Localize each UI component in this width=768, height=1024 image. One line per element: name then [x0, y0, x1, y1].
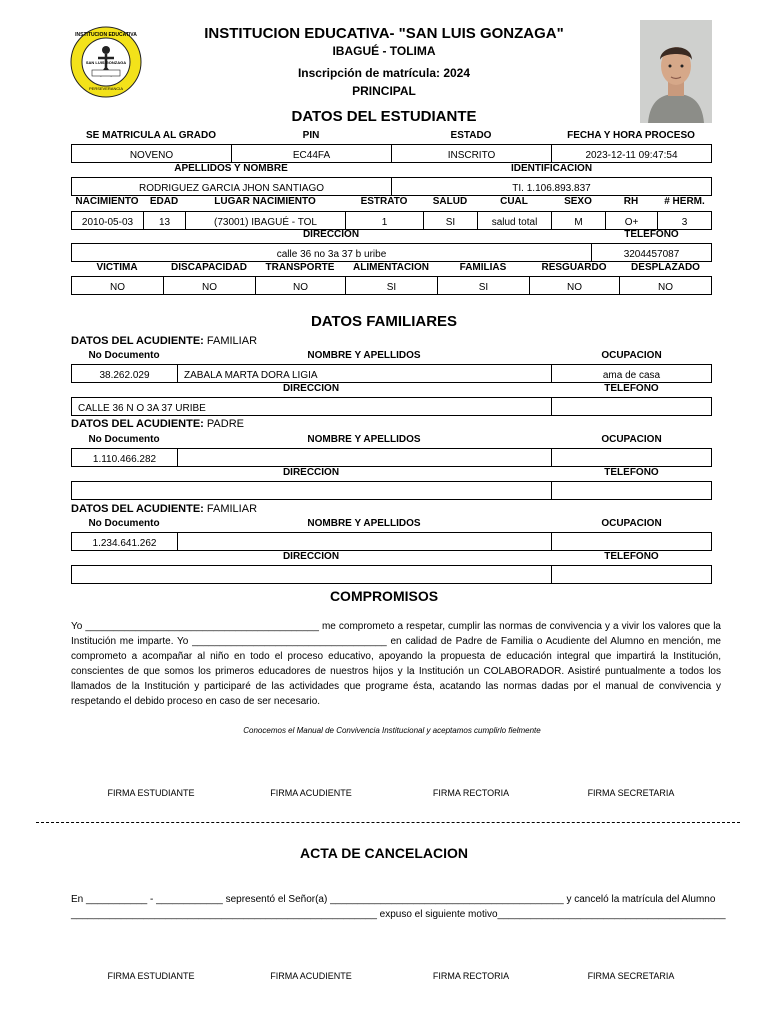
logo-text-mid: SAN LUIS GONZAGA — [85, 60, 127, 65]
cancellation-line-2: _______________________________________________________ expuso el siguiente motivo_________________________________________ — [71, 909, 726, 920]
label-full-name: APELLIDOS Y NOMBRE — [174, 163, 288, 174]
commitments-title: COMPROMISOS — [329, 588, 439, 604]
guardian-1-heading — [71, 335, 257, 347]
signature-guardian: FIRMA ACUDIENTE — [270, 788, 352, 798]
label-rh: RH — [623, 196, 639, 207]
g3-name-value — [177, 532, 551, 551]
phone-value: 3204457087 — [591, 243, 712, 262]
birth-value: 2010-05-03 — [71, 211, 143, 230]
pin-value: EC44FA — [231, 144, 391, 163]
guardian-3-type: FAMILIAR — [206, 503, 258, 515]
guardian-3-heading — [71, 503, 257, 515]
label-health-which: CUAL — [500, 196, 528, 207]
signature-secretary-2: FIRMA SECRETARIA — [587, 971, 675, 981]
guardian-1-type: FAMILIAR — [206, 335, 258, 347]
label-address: DIRECCION — [302, 229, 360, 240]
label-birth-place: LUGAR NACIMIENTO — [214, 196, 316, 207]
label-birth: NACIMIENTO — [75, 196, 139, 207]
guardian-1-address-row — [71, 397, 712, 416]
cancellation-title: ACTA DE CANCELACION — [300, 845, 468, 861]
label-process-date: FECHA Y HORA PROCESO — [567, 130, 695, 141]
g3-label-name: NOMBRE Y APELLIDOS — [307, 518, 421, 529]
signature-student: FIRMA ESTUDIANTE — [107, 788, 195, 798]
cancellation-line-1: En ___________ - ____________ sepresentó el Señor(a) __________________________________________ y canceló la matrícula del Alumno — [71, 894, 716, 905]
status-value: INSCRITO — [391, 144, 551, 163]
guardian-2-row — [71, 448, 712, 467]
cut-line — [36, 822, 740, 823]
label-phone: TELEFONO — [624, 229, 679, 240]
g3-address-value — [71, 565, 551, 584]
label-identification: IDENTIFICACION — [510, 163, 593, 174]
g1-label-phone: TELEFONO — [604, 383, 659, 394]
label-status: ESTADO — [450, 130, 492, 141]
displaced-value: NO — [619, 276, 712, 295]
g2-address-value — [71, 481, 551, 500]
grade-value: NOVENO — [71, 144, 231, 163]
student-section-title: DATOS DEL ESTUDIANTE — [291, 108, 477, 125]
g3-doc-value: 1.234.641.262 — [71, 532, 177, 551]
signature-secretary: FIRMA SECRETARIA — [587, 788, 675, 798]
g1-phone-value — [551, 397, 712, 416]
label-displaced: DESPLAZADO — [631, 262, 700, 273]
guardian-3-address-row — [71, 565, 712, 584]
g1-label-name: NOMBRE Y APELLIDOS — [307, 350, 421, 361]
birth-place-value: (73001) IBAGUÉ - TOL — [185, 211, 345, 230]
stratum-value: 1 — [345, 211, 423, 230]
victim-value: NO — [71, 276, 163, 295]
city: IBAGUÉ - TOLIMA — [332, 44, 436, 58]
address-value: calle 36 no 3a 37 b uribe — [71, 243, 591, 262]
signature-rector: FIRMA RECTORIA — [432, 788, 510, 798]
student-row-1 — [71, 144, 712, 163]
g2-label-address: DIRECCION — [282, 467, 340, 478]
guardian-prefix: DATOS DEL ACUDIENTE: — [71, 335, 204, 347]
guardian-prefix: DATOS DEL ACUDIENTE: — [71, 418, 204, 430]
g1-name-value: ZABALA MARTA DORA LIGIA — [177, 364, 551, 383]
logo-text-top: INSTITUCION EDUCATIVA — [75, 32, 137, 38]
guardian-prefix: DATOS DEL ACUDIENTE: — [71, 503, 204, 515]
label-disability: DISCAPACIDAD — [171, 262, 247, 273]
age-value: 13 — [143, 211, 185, 230]
label-food: ALIMENTACION — [353, 262, 429, 273]
label-pin: PIN — [302, 130, 320, 141]
g2-label-name: NOMBRE Y APELLIDOS — [307, 434, 421, 445]
g3-label-address: DIRECCION — [282, 551, 340, 562]
g3-label-doc: No Documento — [88, 518, 160, 529]
institution-name: INSTITUCION EDUCATIVA- "SAN LUIS GONZAGA" — [204, 25, 564, 42]
food-value: SI — [345, 276, 437, 295]
student-row-4 — [71, 243, 712, 262]
label-reservation: RESGUARDO — [541, 262, 607, 273]
student-row-3 — [71, 211, 712, 230]
transport-value: NO — [255, 276, 345, 295]
siblings-value: 3 — [657, 211, 712, 230]
g1-job-value: ama de casa — [551, 364, 712, 383]
label-siblings: # HERM. — [664, 196, 705, 207]
signature-guardian-2: FIRMA ACUDIENTE — [270, 971, 352, 981]
sex-value: M — [551, 211, 605, 230]
guardian-1-row — [71, 364, 712, 383]
label-age: EDAD — [149, 196, 179, 207]
rh-value: O+ — [605, 211, 657, 230]
health-which-value: salud total — [477, 211, 551, 230]
signature-student-2: FIRMA ESTUDIANTE — [107, 971, 195, 981]
g2-label-doc: No Documento — [88, 434, 160, 445]
label-transport: TRANSPORTE — [265, 262, 335, 273]
g1-label-doc: No Documento — [88, 350, 160, 361]
g1-label-job: OCUPACION — [601, 350, 662, 361]
commitments-note: Conocemos el Manual de Convivencia Institucional y aceptamos cumplirlo fielmente — [243, 726, 541, 735]
identification-value: TI. 1.106.893.837 — [391, 177, 712, 196]
g2-name-value — [177, 448, 551, 467]
g3-phone-value — [551, 565, 712, 584]
family-section-title: DATOS FAMILIARES — [310, 313, 458, 330]
label-health: SALUD — [432, 196, 468, 207]
g2-label-phone: TELEFONO — [604, 467, 659, 478]
guardian-2-type: PADRE — [206, 418, 244, 430]
families-value: SI — [437, 276, 529, 295]
student-row-5 — [71, 276, 712, 295]
guardian-2-address-row — [71, 481, 712, 500]
g1-label-address: DIRECCION — [282, 383, 340, 394]
campus: PRINCIPAL — [352, 84, 416, 98]
g3-label-phone: TELEFONO — [604, 551, 659, 562]
disability-value: NO — [163, 276, 255, 295]
full-name-value: RODRIGUEZ GARCIA JHON SANTIAGO — [71, 177, 391, 196]
g3-label-job: OCUPACION — [601, 518, 662, 529]
g1-address-value: CALLE 36 N O 3A 37 URIBE — [71, 397, 551, 416]
label-victim: VICTIMA — [96, 262, 138, 273]
label-stratum: ESTRATO — [360, 196, 408, 207]
process-date-value: 2023-12-11 09:47:54 — [551, 144, 712, 163]
label-sex: SEXO — [564, 196, 592, 207]
reservation-value: NO — [529, 276, 619, 295]
guardian-2-heading — [71, 418, 244, 430]
student-row-2 — [71, 177, 712, 196]
logo-text-bottom: PERSEVERANCIA — [88, 86, 123, 91]
commitments-paragraph: Yo __________________________________________ me comprometo a respetar, cumplir las normas de convivencia y a vivir los valores que la Institución me imparte. Yo ___________________________________ en calidad de Padre de Familia o Acudiente del Alumno en mención, me comprometo a acompañar al niño en todo el proceso educativo, apoyando la propuesta de educación integral que impartirá la Institución, conscientes de que somos los primeros educadores de nuestros hijos y la Institución un COLABORADOR. Asistiré puntualmente a todos los llamados de la Institución y participaré de las actividades que programe ésta, acatando las normas dadas por el manual de convivencia y respetando el debido proceso en caso de ser necesario. — [71, 621, 721, 707]
signature-rector-2: FIRMA RECTORIA — [432, 971, 510, 981]
g2-phone-value — [551, 481, 712, 500]
g1-doc-value: 38.262.029 — [71, 364, 177, 383]
g2-label-job: OCUPACION — [601, 434, 662, 445]
g2-job-value — [551, 448, 712, 467]
enrollment-year: Inscripción de matrícula: 2024 — [297, 66, 471, 80]
health-value: SI — [423, 211, 477, 230]
label-families: FAMILIAS — [459, 262, 507, 273]
label-grade: SE MATRICULA AL GRADO — [86, 130, 216, 141]
g3-job-value — [551, 532, 712, 551]
g2-doc-value: 1.110.466.282 — [71, 448, 177, 467]
guardian-3-row — [71, 532, 712, 551]
